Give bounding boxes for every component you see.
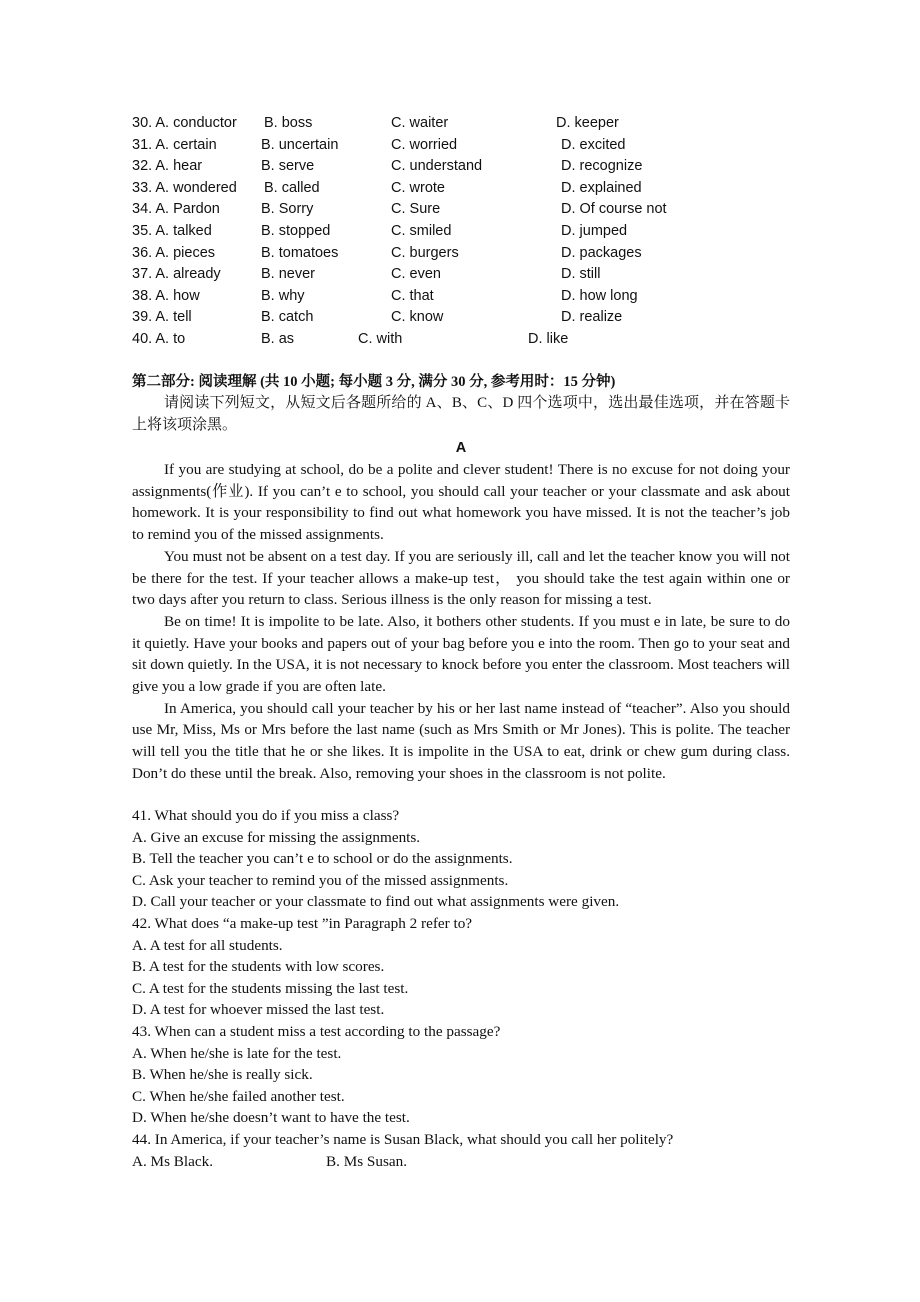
question-41: 41. What should you do if you miss a class? [132, 807, 400, 824]
option-a: 31. A. certain [132, 136, 217, 153]
question-43: 43. When can a student miss a test according to the passage? [132, 1022, 501, 1040]
option-a: 32. A. hear [132, 158, 203, 175]
option-d: D. how long [561, 287, 638, 304]
option-c: C. Sure [391, 201, 441, 218]
option-b: B. catch [261, 309, 314, 326]
choice-a: A. Ms Black. [132, 1152, 213, 1170]
option-b: B. Sorry [261, 201, 314, 218]
option-d: D. explained [561, 179, 642, 196]
option-c: C. wrote [391, 179, 445, 196]
passage-paragraph: If you are studying at school, do be a polite and clever student! There is no excuse for not doing your assignments(作业). If you can’t e to school, you should call your teacher or your classmate and ask about homework. It is your responsibility to find out what homework you have missed. It is not the teacher’s job to remind you of the missed assignments. [132, 461, 790, 544]
section-title: 第二部分: 阅读理解 (共 10 小题; 每小题 3 分, 满分 30 分, 参考用时：15 分钟) [132, 374, 616, 390]
option-b: B. boss [264, 115, 313, 131]
option-a: 36. A. pieces [132, 244, 216, 261]
choice-b: B. Ms Susan. [326, 1152, 408, 1170]
choice-pair [132, 1151, 812, 1173]
option-d: D. excited [561, 136, 626, 153]
choice-d: D. Call your teacher or your classmate to find out what assignments were given. [132, 893, 620, 911]
option-c: C. understand [391, 158, 483, 175]
option-a: 37. A. already [132, 266, 221, 283]
option-d: D. jumped [561, 222, 628, 239]
option-b: B. tomatoes [261, 244, 339, 261]
option-a: 38. A. how [132, 287, 200, 304]
question-44: 44. In America, if your teacher’s name is Susan Black, what should you call her politely? [132, 1130, 674, 1148]
option-b: B. why [261, 287, 305, 304]
option-c: C. smiled [391, 222, 452, 239]
option-b: B. never [261, 266, 315, 283]
question-list [132, 805, 812, 1172]
passage-paragraph: You must not be absent on a test day. If you are seriously ill, call and let the teacher know you will not be there for the test. If your teacher allows a make-up test， you should take the test again within one or two days after you return to class. Serious illness is the only reason for missing a test. [132, 547, 790, 609]
passage-paragraph: In America, you should call your teacher by his or her last name instead of “teacher”. Also you should use Mr, Miss, Ms or Mrs before the last name (such as Mrs Smith or Mr Jones). This is polite. The teacher will tell you the title that he or she likes. It is impolite in the USA to eat, drink or chew gum during class. Don’t do these until the break. Also, removing your shoes in the classroom is not polite. [132, 699, 790, 782]
choice-c: C. Ask your teacher to remind you of the missed assignments. [132, 871, 509, 889]
option-d: D. keeper [556, 115, 619, 131]
option-c: C. even [391, 266, 441, 283]
option-c: C. worried [391, 136, 458, 153]
option-c: C. burgers [391, 244, 459, 261]
choice-a: A. A test for all students. [132, 936, 283, 954]
option-b: B. stopped [261, 222, 331, 239]
option-b: B. uncertain [261, 136, 339, 153]
option-c: C. know [391, 309, 444, 326]
choice-a: A. Give an excuse for missing the assignments. [132, 828, 421, 846]
reading-passage [132, 459, 790, 785]
option-c: C. that [391, 287, 434, 304]
option-c: C. with [358, 330, 403, 347]
option-a: 34. A. Pardon [132, 201, 220, 218]
choice-d: D. A test for whoever missed the last test. [132, 1001, 385, 1019]
option-d: D. packages [561, 244, 642, 261]
option-d: D. realize [561, 309, 623, 326]
option-a: 39. A. tell [132, 309, 192, 326]
option-d: D. still [561, 266, 601, 283]
choice-b: B. When he/she is really sick. [132, 1066, 313, 1084]
choice-c: C. A test for the students missing the last test. [132, 979, 409, 997]
passage-paragraph: Be on time! It is impolite to be late. Also, it bothers other students. If you must e in late, be sure to do it quietly. Have your books and papers out of your bag before you e into the room. Then go to your seat and sit down quietly. In the USA, it is not necessary to knock before you enter the classroom. Most teachers will give you a low grade if you are often late. [132, 612, 790, 696]
option-a: 35. A. talked [132, 222, 212, 239]
option-b: B. as [261, 330, 295, 347]
option-a: 30. A. conductor [132, 115, 237, 131]
option-a: 33. A. wondered [132, 179, 237, 196]
option-b: B. called [264, 179, 320, 196]
option-c: C. waiter [391, 115, 449, 131]
question-42: 42. What does “a make-up test ”in Paragraph 2 refer to? [132, 914, 473, 932]
option-a: 40. A. to [132, 330, 186, 347]
choice-b: B. Tell the teacher you can’t e to school or do the assignments. [132, 850, 513, 868]
choice-a: A. When he/she is late for the test. [132, 1044, 342, 1062]
passage-label: A [455, 440, 467, 456]
option-d: D. like [528, 330, 569, 347]
choice-b: B. A test for the students with low scores. [132, 958, 385, 976]
option-b: B. serve [261, 158, 315, 175]
option-d: D. Of course not [561, 201, 667, 218]
choice-d: D. When he/she doesn’t want to have the test. [132, 1109, 410, 1127]
choice-c: C. When he/she failed another test. [132, 1087, 345, 1105]
section-instructions: 请阅读下列短文，从短文后各题所给的 A、B、C、D 四个选项中，选出最佳选项，并在答题卡上将该项涂黑。 [132, 395, 790, 433]
option-d: D. recognize [561, 158, 643, 175]
